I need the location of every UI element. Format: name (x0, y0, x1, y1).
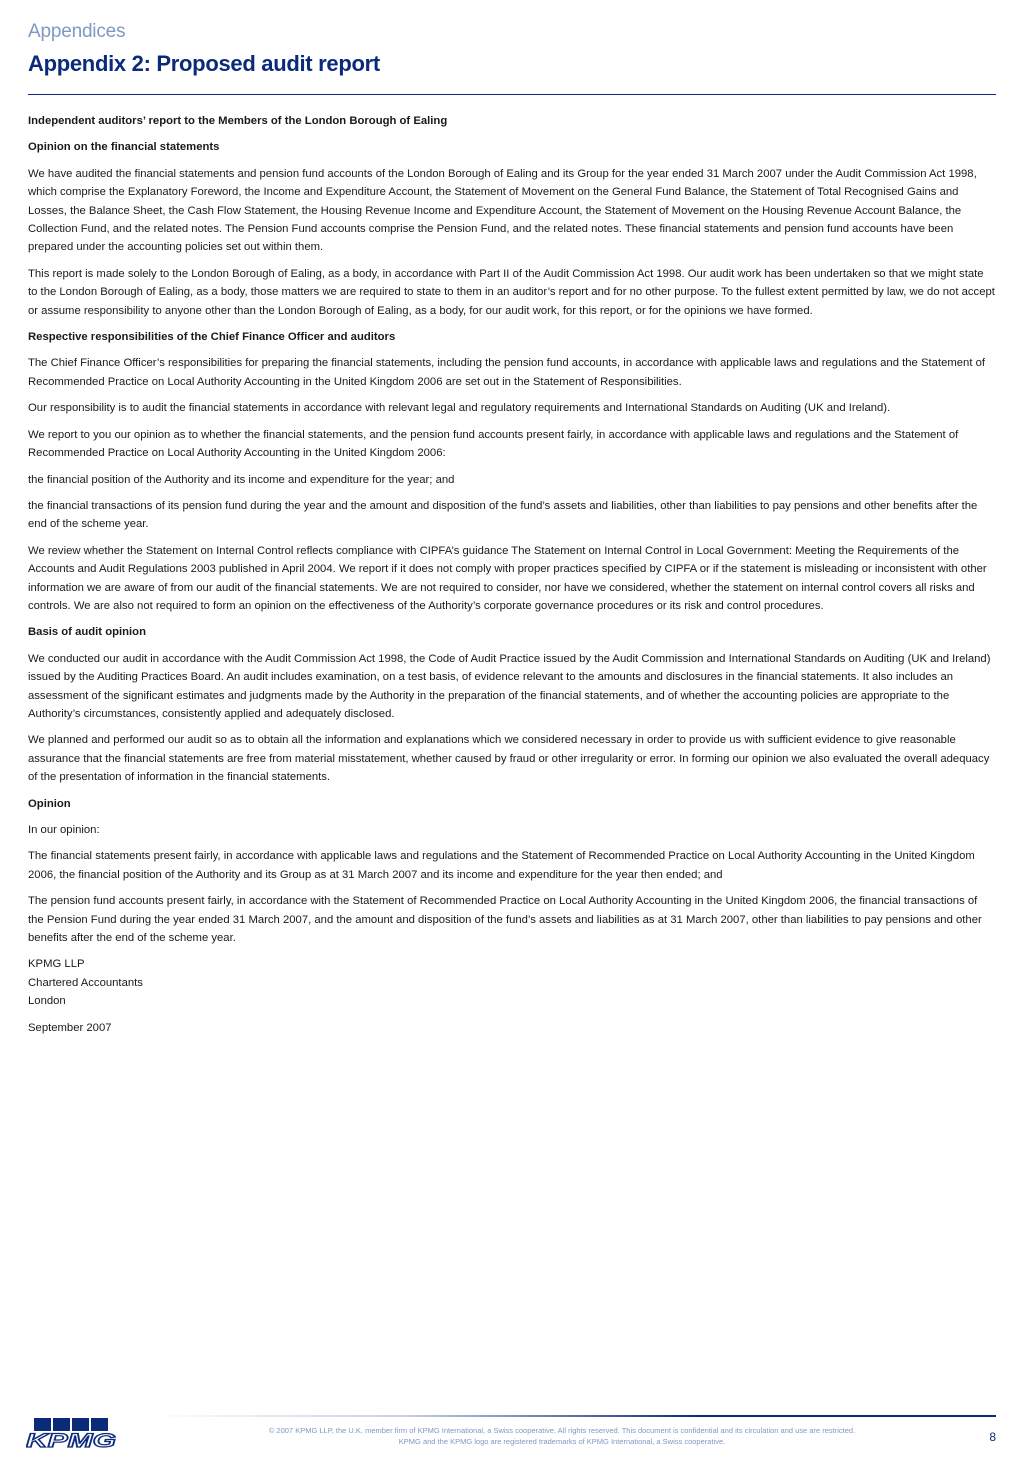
signatory-firm: KPMG LLP (28, 958, 85, 971)
paragraph-internal-control: We review whether the Statement on Internal Control reflects compliance with CIPFA’s guidance The Statement on Internal Control in Local Government: Meeting the Requirements of the Accounts and Audit Regulations 2003 published in April 2004. We report if it does not comply with proper practices specified by CIPFA or if the statement is misleading or inconsistent with other information we are aware of from our audit of the financial statements. We are not required to consider, nor have we considered, whether the statement on internal control covers all risks and controls. We are also not required to form an opinion on the effectiveness of the Authority’s corporate governance procedures or its risk and control procedures. (28, 544, 987, 612)
signatory-city: London (28, 995, 66, 1008)
header-divider (28, 94, 996, 95)
footer-legal (200, 1425, 924, 1447)
paragraph-in-our-opinion: In our opinion: (28, 824, 100, 836)
basis-heading: Basis of audit opinion (28, 626, 146, 639)
report-date: September 2007 (28, 1021, 112, 1034)
paragraph-opinion-pension-fund: The pension fund accounts present fairly, in accordance with the Statement of Recommended Practice on Local Authority Accounting in the United Kingdom 2006, the financial transactions of the Pension Fund during the year ended 31 March 2007, and the amount and disposition of the fund’s assets and liabilities as at 31 March 2007, other than liabilities to pay pensions and other benefits after the end of the scheme year. (28, 895, 982, 945)
opinion-fs-heading: Opinion on the financial statements (28, 141, 220, 154)
paragraph-auditor-responsibility: Our responsibility is to audit the financial statements in accordance with relevant legal and regulatory requirements and International Standards on Auditing (UK and Ireland). (28, 402, 891, 415)
paragraph-opinion-financial-statements: The financial statements present fairly, in accordance with applicable laws and regulations and the Statement of Recommended Practice on Local Authority Accounting in the United Kingdom 2006, the financial position of the Authority and its Group as at 31 March 2007 and its income and expenditure for the year then ended; and (28, 850, 975, 881)
signature-block (28, 955, 996, 1010)
page-header (28, 20, 996, 79)
paragraph-scope: We have audited the financial statements and pension fund accounts of the London Borough of Ealing and its Group for the year ended 31 March 2007 under the Audit Commission Act 1998, which comprise the Explanatory Foreword, the Income and Expenditure Account, the Statement of Movement on the General Fund Balance, the Statement of Total Recognised Gains and Losses, the Balance Sheet, the Cash Flow Statement, the Housing Revenue Income and Expenditure Account, the Statement of Movement on the Housing Revenue Account Balance, the Collection Fund, and the related notes. The Pension Fund accounts comprise the Pension Fund, and the related notes. These financial statements and pension fund accounts have been prepared under the accounting policies set out within them. (28, 167, 977, 254)
footer-divider (150, 1415, 996, 1417)
report-heading: Independent auditors’ report to the Members of the London Borough of Ealing (28, 115, 448, 127)
logo-wordmark: KPMG (26, 1431, 116, 1448)
opinion-heading: Opinion (28, 797, 71, 810)
footer-trademark: KPMG and the KPMG logo are registered trademarks of KPMG International, a Swiss cooperative. (398, 1437, 726, 1446)
paragraph-cfo-responsibilities: The Chief Finance Officer’s responsibilities for preparing the financial statements, including the pension fund accounts, in accordance with applicable laws and regulations and the Statement of Recommended Practice on Local Authority Accounting in the United Kingdom 2006 are set out in the Statement of Responsibilities. (28, 357, 986, 388)
paragraph-audit-planning: We planned and performed our audit so as to obtain all the information and explanations which we considered necessary in order to provide us with sufficient evidence to give reasonable assurance that the financial statements are free from material misstatement, whether caused by fraud or other irregularity or error. In forming our opinion we also evaluated the overall adequacy of the presentation of information in the financial statements. (28, 734, 990, 784)
footer-copyright: © 2007 KPMG LLP, the U.K. member firm of KPMG International, a Swiss cooperative. All rights reserved. This document is confidential and its circulation and use are restricted. (268, 1426, 856, 1435)
page-title: Appendix 2: Proposed audit report (28, 51, 380, 76)
paragraph-pension-transactions: the financial transactions of its pension fund during the year and the amount and disposition of the fund’s assets and liabilities, other than liabilities to pay pensions and other benefits after the end of the scheme year. (28, 499, 978, 531)
page-number: 8 (989, 1430, 996, 1444)
kpmg-logo (26, 1418, 116, 1448)
signatory-title: Chartered Accountants (28, 976, 143, 989)
report-body (28, 112, 996, 1045)
responsibilities-heading: Respective responsibilities of the Chief Finance Officer and auditors (28, 331, 396, 344)
section-label: Appendices (28, 21, 126, 42)
paragraph-audit-standards: We conducted our audit in accordance with the Audit Commission Act 1998, the Code of Audit Practice issued by the Audit Commission and International Standards on Auditing (UK and Ireland) issued by the Auditing Practices Board. An audit includes examination, on a test basis, of evidence relevant to the amounts and disclosures in the financial statements. It also includes an assessment of the significant estimates and judgments made by the Authority in the preparation of the financial statements, and of whether the accounting policies are appropriate to the Authority’s circumstances, consistently applied and adequately disclosed. (28, 652, 991, 720)
paragraph-report-opinion: We report to you our opinion as to whether the financial statements, and the pension fund accounts present fairly, in accordance with applicable laws and regulations and the Statement of Recommended Practice on Local Authority Accounting in the United Kingdom 2006: (28, 428, 959, 460)
paragraph-financial-position: the financial position of the Authority and its income and expenditure for the year; and (28, 473, 455, 486)
paragraph-purpose: This report is made solely to the London Borough of Ealing, as a body, in accordance with Part II of the Audit Commission Act 1998. Our audit work has been undertaken so that we might state to the London Borough of Ealing, as a body, those matters we are required to state to them in an auditor’s report and for no other purpose. To the fullest extent permitted by law, we do not accept or assume responsibility to anyone other than the London Borough of Ealing, as a body, for our audit work, for this report, or for the opinions we have formed. (28, 267, 995, 317)
